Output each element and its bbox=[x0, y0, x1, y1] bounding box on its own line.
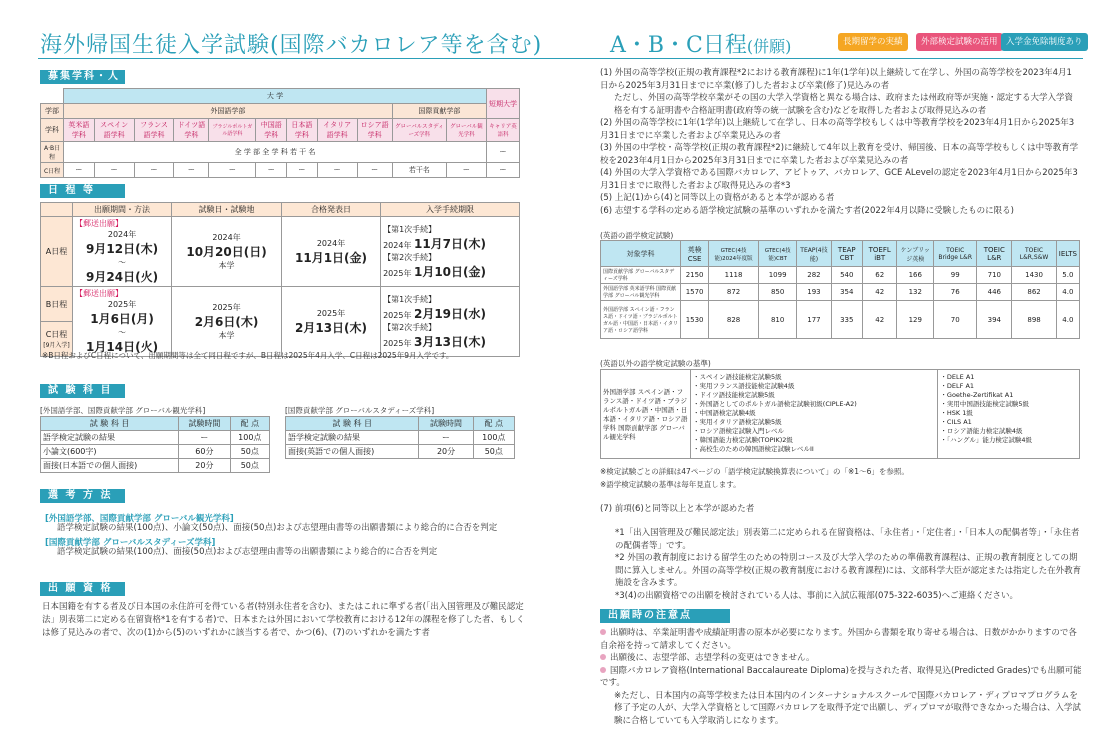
eng-table: 対象学科 英検CSE GTEC(4技能)2024年度版 GTEC(4技能)CBT TEAP(4技能) TEAP CBT TOEFL iBT ケンブリッジ英検 TOEIC Bridge L&R TOEIC L&R TOEIC L&R,S&W IELTS 国際貢献学部 グローバルスタディーズ学科 2150 1118 1099 282 540 62 166 99 710 1430 5.0 外国語学部 英米語学科 国際貢献学部 グローバル観光学科 1570 872 850 193 354 42 132 76 446 862 4.0 外国語学部 スペイン語・フランス語・ドイツ語・ブラジルポルトガル語・中国語・日本語・イタリア語・ロシア語学科 1530 828 810 177 335 42 129 70 394 898 4.0 bbox=[600, 240, 1080, 339]
notes-list: 出願時は、卒業証明書や成績証明書の原本が必要になります。外国から書類を取り寄せる場合は、日数がかかりますので各自余裕を持って請求してください。 出願後に、志望学部、志望学科の変更はできません。 国際バカロレア資格(International Baccalaureate Diploma)を授与された者、取得見込(Predicted Grades)でも出願可能です。 ※ただし、日本国内の高等学校または日本国内のインターナショナルスクールで国際バカロレア・ディプロマプログラムを修了予定の人が、大学入学資格として国際バカロレアを取得予定で出願し、ディプロマが取得できなかった場合は、入学試験に合格していても入学取消しになります。 bbox=[600, 628, 1082, 726]
method-t2: 語学検定試験の結果(100点)、面接(50点)および志望理由書等の出願書類により総合的に合否を判定 bbox=[57, 547, 438, 557]
badge-external-test: 外部検定試験の活用 bbox=[916, 33, 1003, 51]
other-title: (英語以外の語学検定試験の基準) bbox=[600, 359, 711, 368]
qual-text: 日本国籍を有する者及び日本国の永住許可を得ている者(特別永住者を含む)、またはこれに準ずる者(「出入国管理及び難民認定法」別表第二に定める在留資格*1を有する者)で、日本または外国において学校教育における12年の課程を修了した者、もしくは修了見込みの者で、次の(1)から(5)のいずれかに該当する者で、かつ(6)、(7)のいずれかを満たす者 bbox=[42, 602, 525, 638]
method-h2: [国際貢献学部 グローバルスタディーズ学科] bbox=[45, 538, 216, 548]
note-1: ※検定試験ごとの詳細は47ページの「語学検定試験換算表について」の「※1〜6」を参照。 bbox=[600, 467, 909, 476]
subj-right-table: 試 験 科 目 試験時間 配 点 語学検定試験の結果 ー 100点 面接(英語での個人面接) 20分 50点 bbox=[285, 416, 515, 459]
badge-fee-waiver: 入学金免除制度あり bbox=[1001, 33, 1088, 51]
recruit-table: 大 学 短期大学 学部 外国語学部 国際貢献学部 学科 英米語学科 スペイン語学科 フランス語学科 ドイツ語学科 ブラジルポルトガル語学科 中国語学科 日本語学科 イタリア語学科 ロシア語学科 グローバルスタディーズ学科 グローバル観光学科 キャリア英語科 A·B日程 全 学 部 全 学 科 若 干 名 ー C日程 ー ー ー ー ー ー ー ー ー 若干名 ー ー bbox=[40, 88, 520, 178]
footnotes: *1「出入国管理及び難民認定法」別表第二に定められる在留資格は、「永住者」・「定住者」・「日本人の配偶者等」・「永住者の配偶者等」です。 *2 外国の教育制度における留学生のための特別コース及び大学入学のための準備教育課程は、正規の教育制度としての期間に算入しません。外国の高等学校(正規の教育制度における教育課程)には、文部科学大臣が認定または指定した在外教育施設を含みます。 *3(4)の出願資格での出願を検討されている人は、事前に入試広報部(075-322-6035)へご連絡ください。 bbox=[615, 528, 1082, 601]
method-h1: [外国語学部、国際貢献学部 グローバル観光学科] bbox=[45, 514, 234, 524]
note-2: ※語学検定試験の基準は毎年見直します。 bbox=[600, 480, 741, 489]
eng-title: (英語の語学検定試験) bbox=[600, 231, 674, 240]
section-recruit: 募集学科・人員 bbox=[40, 70, 125, 84]
section-subjects: 試 験 科 目 bbox=[40, 384, 125, 398]
subj-right-title: [国際貢献学部 グローバルスタディーズ学科] bbox=[285, 406, 435, 415]
badge-study-abroad: 長期留学の実績 bbox=[838, 33, 908, 51]
section-schedule: 日 程 等 bbox=[40, 184, 125, 198]
subj-left-table: 試 験 科 目 試験時間 配 点 語学検定試験の結果 ー 100点 小論文(600字) 60分 50点 面接(日本語での個人面接) 20分 50点 bbox=[40, 416, 270, 473]
subj-left-title: [外国語学部、国際貢献学部 グローバル観光学科] bbox=[40, 406, 206, 415]
section-qual: 出 願 資 格 bbox=[40, 582, 125, 596]
section-notes: 出願時の注意点 bbox=[600, 609, 730, 623]
page-title: 海外帰国生徒入学試験(国際バカロレア等を含む) bbox=[40, 33, 543, 58]
qual-items: (1) 外国の高等学校(正規の教育課程*2における教育課程)に1年(1学年)以上継続して在学し、外国の高等学校を2023年4月1日から2025年3月31日までに卒業(修了)した者および卒業(修了)見込みの者 ただし、外国の高等学校卒業がその国の大学入学資格と異なる場合は、政府または州政府等が実施・認定する大学入学資格を有する証明書や合格証明書(政府等の統一試験を含む)などを取得した者および取得見込みの者 (2) 外国の高等学校に1年(1学年)以上継続して在学し、日本の高等学校もしくは中等教育学校を2023年4月1日から2025年3月31日までに卒業した者および卒業見込みの者 (3) 外国の中学校・高等学校(正規の教育課程*2)に継続して4年以上教育を受け、帰国後、日本の高等学校もしくは中等教育学校を2023年4月1日から2025年3月31日までに卒業した者および卒業見込みの者 (4) 外国の大学入学資格である国際バカロレア、アビトゥア、バカロレア、GCE ALevelの認定を2023年4月1日から2025年3月31日までに取得した者および取得見込みの者*3 (5) 上記(1)から(4)と同等以上の資格があると本学が認める者 (6) 志望する学科の定める語学検定試験の基準のいずれかを満たす者(2022年4月以降に受験したものに限る) bbox=[600, 68, 1079, 216]
item-7: (7) 前項(6)と同等以上と本学が認めた者 bbox=[600, 504, 755, 514]
title-rule bbox=[38, 58, 1083, 59]
method-t1: 語学検定試験の結果(100点)、小論文(50点)、面接(50点)および志望理由書等の出願書類により総合的に合否を判定 bbox=[57, 523, 498, 533]
other-table: 外国語学部 スペイン語・フランス語・ドイツ語・ブラジルポルトガル語・中国語・日本語・イタリア語・ロシア語学科 国際貢献学部 グローバル観光学科 ・スペイン語技能検定試験5級 ・実用フランス語技能検定試験4級 ・ドイツ語技能検定試験5級 ・外国語としてのポルトガル語検定試験初級(CIPLE-A2) ・中国語検定試験4級 ・実用イタリア語検定試験5級 ・ロシア語検定試験入門レベル ・韓国語能力検定試験(TOPIK)2級 ・高校生のための韓国語検定試験レベルII ・DELE A1 ・DELF A1 ・Goethe-Zertifikat A1 ・実用中国語技能検定試験5級 ・HSK 1級 ・CILS A1 ・ロシア語能力検定試験4級 ・「ハングル」能力検定試験4級 bbox=[600, 369, 1080, 459]
schedule-note: ※B日程およびC日程について、出願期間等は全て同日程ですが、B日程は2025年4月入学、C日程は2025年9月入学です。 bbox=[42, 351, 454, 360]
section-method: 選 考 方 法 bbox=[40, 489, 125, 503]
schedule-title: A・B・C日程(併願) bbox=[610, 33, 792, 58]
schedule-table: 出願期間・方法 試験日・試験地 合格発表日 入学手続期限 A日程 【郵送出願】 2024年 9月12日(木) 〜 9月24日(火) 2024年 10月20日(日) 本学 2024年 11月1日(金) 【第1次手続】 2024年 11月7日(木) 【第2次手続】 2025年 1月10日(金) B日程 【郵送出願】 2025年 1月6日(月) 〜 1月14日(火) 2025年 2月6日(木) 本学 2025年 2月13日(木) 【第1次手続】 2025年 2月19日(水) 【第2次手続】 2025年 3月13日(木) C日程 [9月入学] bbox=[40, 202, 520, 357]
